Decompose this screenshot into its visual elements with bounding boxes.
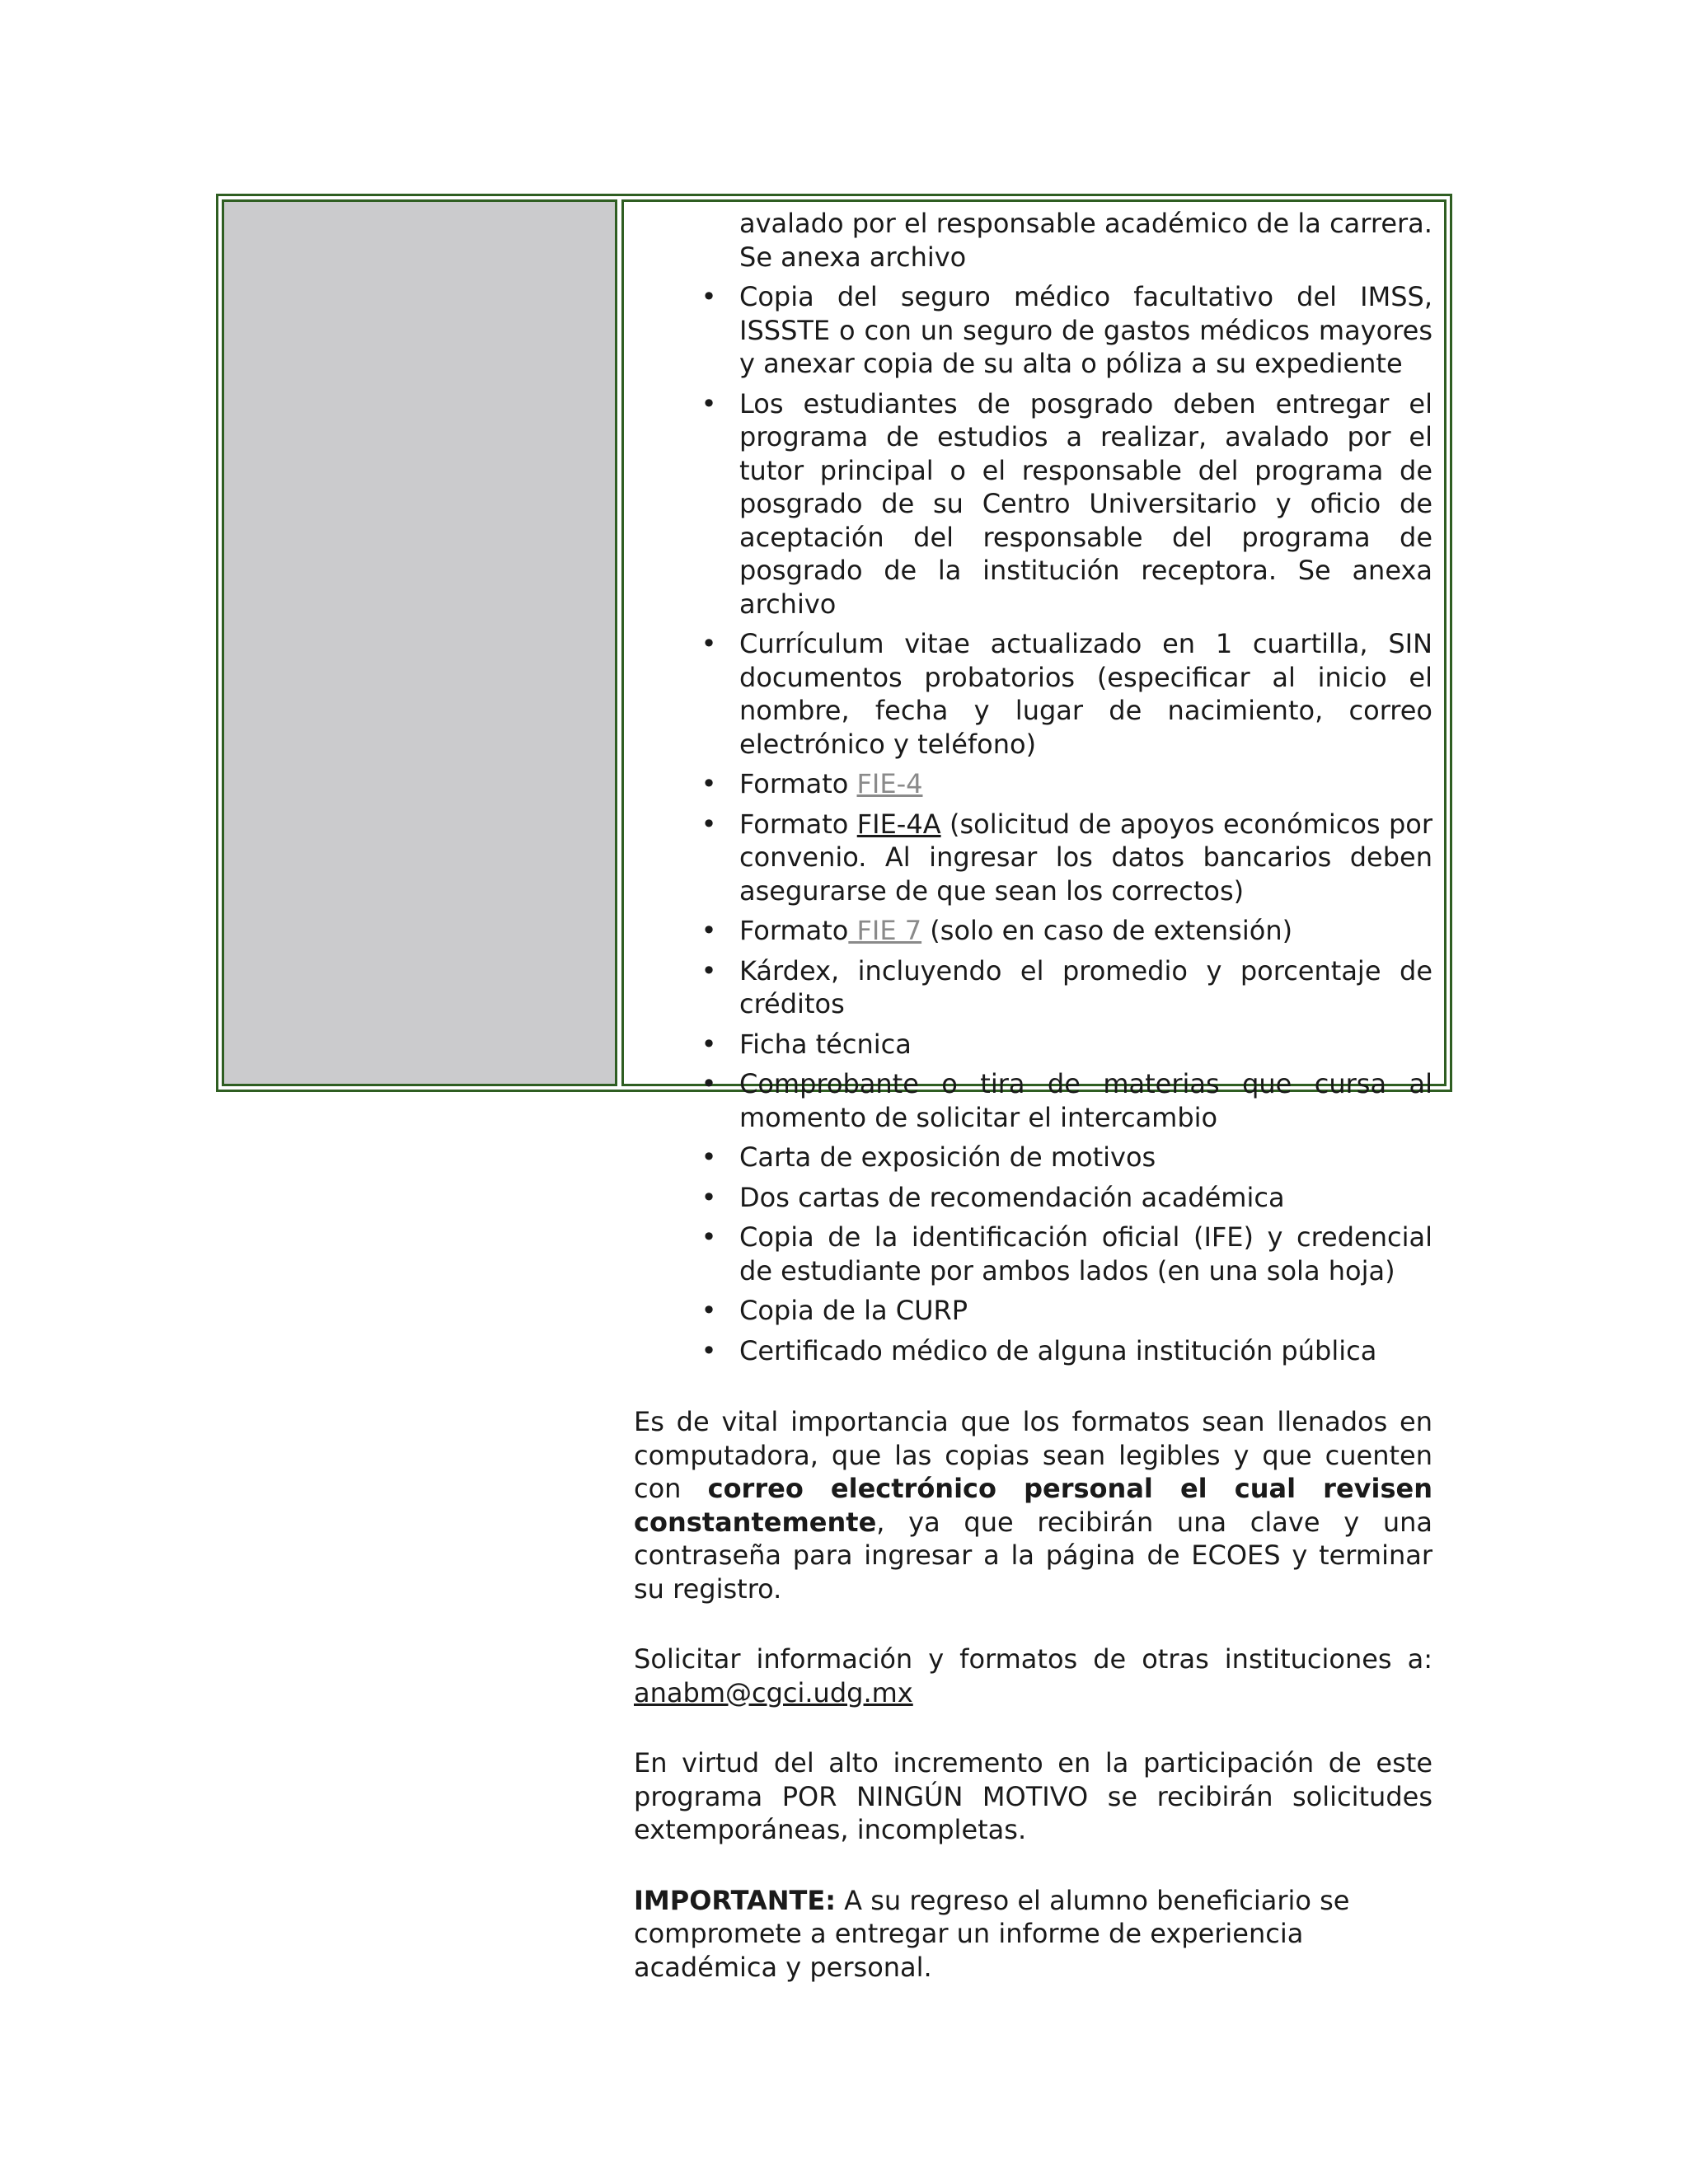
info-request-text: Solicitar información y formatos de otras instituciones a: — [634, 1643, 1432, 1675]
bullet-icon: • — [701, 387, 717, 419]
bullet-icon: • — [701, 1334, 717, 1366]
list-item — [634, 1067, 1432, 1134]
list-item-suffix: (solo en caso de extensión) — [921, 915, 1293, 946]
list-item-text: Comprobante o tira de materias que cursa al momento de solicitar el intercambio — [739, 1068, 1432, 1133]
bullet-icon: • — [701, 1181, 717, 1213]
vital-rest: , ya que recibirán una clave y una contraseña para ingresar a la página de ECOES y terminar su registro. — [634, 1506, 1432, 1605]
list-item-text: Los estudiantes de posgrado deben entregar el programa de estudios a realizar, avalado por el tutor principal o el responsable del programa de posgrado de su Centro Universitario y oficio de aceptación del responsable del programa de posgrado de la institución receptora. Se anexa archivo — [739, 387, 1432, 620]
list-item-prefix: Formato — [739, 768, 857, 799]
list-item-text: Copia de la CURP — [739, 1295, 968, 1326]
list-item — [634, 1028, 1432, 1062]
list-item-text: Currículum vitae actualizado en 1 cuartilla, SIN documentos probatorios (especificar al inicio el nombre, fecha y lugar de nacimiento, correo electrónico y teléfono) — [739, 628, 1432, 760]
list-item-text: Carta de exposición de motivos — [739, 1141, 1156, 1173]
continuation-line-1: avalado por el responsable académico de la carrera. — [739, 208, 1432, 239]
list-item-prefix: Formato — [739, 915, 849, 946]
requirements-table — [216, 194, 1452, 1983]
list-item-text: Ficha técnica — [739, 1028, 912, 1060]
info-request-paragraph — [634, 1643, 1432, 1709]
list-item — [634, 280, 1432, 381]
bullet-icon: • — [701, 628, 717, 659]
bullet-icon: • — [701, 954, 717, 987]
list-item — [634, 914, 1432, 948]
requirements-list — [634, 280, 1432, 1367]
vital-intro: Es de vital importancia que los formatos sean llenados en computadora, que las copias sean legibles y que cuenten con — [634, 1406, 1432, 1504]
list-item — [634, 1221, 1432, 1287]
list-item — [634, 808, 1432, 908]
requirements-content — [634, 207, 1432, 1984]
fie-4a-link[interactable]: FIE-4A — [856, 808, 941, 840]
list-item — [634, 1181, 1432, 1215]
list-item-text: Kárdex, incluyendo el promedio y porcentaje de créditos — [739, 954, 1432, 1019]
list-item — [634, 1141, 1432, 1174]
list-item-text: Dos cartas de recomendación académica — [739, 1181, 1285, 1213]
list-item-text: Copia del seguro médico facultativo del IMSS, ISSSTE o con un seguro de gastos médicos mayores y anexar copia de su alta o póliza a su expediente — [739, 281, 1432, 379]
continuation-line-2: Se anexa archivo — [739, 241, 967, 273]
warning-paragraph: En virtud del alto incremento en la participación de este programa POR NINGÚN MOTIVO se recibirán solicitudes extemporáneas, incompletas. — [634, 1747, 1432, 1845]
list-item — [634, 767, 1432, 801]
bullet-icon: • — [701, 915, 717, 946]
bullet-icon: • — [701, 1221, 717, 1253]
list-item-text: Copia de la identificación oficial (IFE) y credencial de estudiante por ambos lados (en una sola hoja) — [739, 1221, 1432, 1286]
list-item — [634, 627, 1432, 761]
list-item-prefix: Formato — [739, 808, 857, 840]
vital-importance-paragraph — [634, 1405, 1432, 1605]
requirements-cell — [621, 199, 1447, 1983]
list-item-suffix: (solicitud de apoyos económicos por convenio. Al ingresar los datos bancarios deben asegurarse de que sean los correctos) — [739, 808, 1433, 907]
contact-email-link[interactable]: anabm@cgci.udg.mx — [634, 1676, 913, 1708]
bullet-icon: • — [701, 1028, 717, 1060]
fie-4-link[interactable]: FIE-4 — [856, 768, 923, 799]
left-empty-cell — [222, 199, 617, 1086]
list-item-text: Certificado médico de alguna institución pública — [739, 1334, 1377, 1366]
bullet-icon: • — [701, 1068, 717, 1099]
important-label: IMPORTANTE: — [634, 1884, 836, 1916]
list-item — [634, 387, 1432, 621]
bullet-icon: • — [701, 808, 717, 840]
list-item — [634, 1294, 1432, 1328]
vital-bold-email-note: correo electrónico personal el cual revisen constantemente — [634, 1473, 1433, 1538]
important-paragraph — [634, 1884, 1432, 1985]
list-item — [634, 1334, 1432, 1368]
bullet-icon: • — [701, 768, 717, 799]
bullet-icon: • — [701, 1295, 717, 1326]
important-text: A su regreso el alumno beneficiario se compromete a entregar un informe de experiencia académica y personal. — [634, 1884, 1350, 1983]
list-item — [634, 954, 1432, 1021]
fie-7-link[interactable]: FIE 7 — [848, 915, 922, 946]
list-item-continuation — [634, 207, 1432, 274]
bullet-icon: • — [701, 281, 717, 312]
bullet-icon: • — [701, 1141, 717, 1173]
